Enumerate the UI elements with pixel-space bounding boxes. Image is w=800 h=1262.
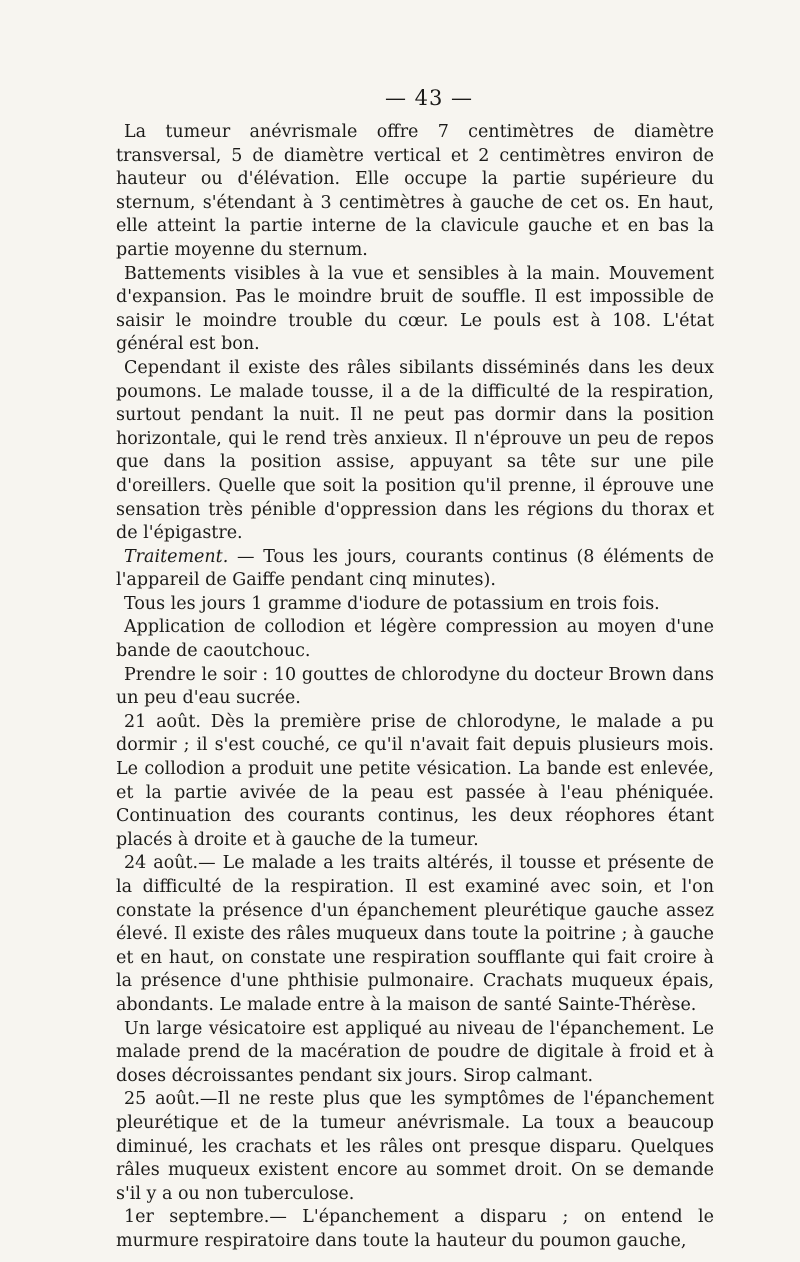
paragraph-pulse: Battements visibles à la vue et sensibles à la main. Mouvement d'expansion. Pas le moindre bruit de souffle. Il est impossible de saisir le moindre trouble du cœur. Le pouls est à 108. L'état général est bon. bbox=[116, 263, 714, 355]
treatment-label: Traitement. bbox=[124, 546, 229, 567]
paragraph-aug-24: 24 août.— Le malade a les traits altérés, il tousse et présente de la difficulté de la respiration. Il est examiné avec soin, et l'on constate la présence d'un épanchement pleurétique gauche assez élevé. Il existe des râles muqueux dans toute la poitrine ; à gauche et en haut, on constate une respiration soufflante qui fait croire à la présence d'une phthisie pulmonaire. Crachats muqueux épais, abondants. Le malade entre à la maison de santé Sainte-Thérèse. bbox=[116, 853, 714, 1015]
paragraph-sep-1: 1er septembre.— L'épanchement a disparu ; on entend le murmure respiratoire dans toute la hauteur du poumon gauche, bbox=[116, 1207, 714, 1251]
body-text bbox=[116, 121, 714, 1254]
paragraph-collodion: Application de collodion et légère compression au moyen d'une bande de caoutchouc. bbox=[116, 617, 714, 662]
paragraph-respiration: Cependant il existe des râles sibilants disséminés dans les deux poumons. Le malade tousse, il a de la difficulté de la respiration, surtout pendant la nuit. Il ne peut pas dormir dans la position horizontale, qui le rend très anxieux. Il n'éprouve un peu de repos que dans la position assise, appuyant sa tête sur une pile d'oreillers. Quelle que soit la position qu'il prenne, il éprouve une sensation très pénible d'oppression dans les régions du thorax et de l'épigastre. bbox=[116, 357, 714, 544]
paragraph-aug-21: 21 août. Dès la première prise de chlorodyne, le malade a pu dormir ; il s'est couché, ce qu'il n'avait fait depuis plusieurs mois. Le collodion a produit une petite vésication. La bande est enlevée, et la partie avivée de la peau est passée à l'eau phéniquée. Continuation des courants continus, les deux réophores étant placés à droite et à gauche de la tumeur. bbox=[116, 711, 714, 850]
paragraph-chlorodyne: Prendre le soir : 10 gouttes de chlorodyne du docteur Brown dans un peu d'eau sucrée. bbox=[116, 664, 714, 709]
paragraph-tumor-description: La tumeur anévrismale offre 7 centimètres de diamètre transversal, 5 de diamètre vertical et 2 centimètres environ de hauteur ou d'élévation. Elle occupe la partie supérieure du sternum, s'étendant à 3 centimètres à gauche de cet os. En haut, elle atteint la partie interne de la clavicule gauche et en bas la partie moyenne du sternum. bbox=[116, 122, 714, 260]
paragraph-iodide: Tous les jours 1 gramme d'iodure de potassium en trois fois. bbox=[124, 593, 660, 614]
paragraph-aug-25: 25 août.—Il ne reste plus que les symptômes de l'épanchement pleurétique et de la tumeur anévrismale. La toux a beaucoup diminué, les crachats et les râles ont presque disparu. Quelques râles muqueux existent encore au sommet droit. On se demande s'il y a ou non tuberculose. bbox=[116, 1089, 714, 1204]
paragraph-vesicatory: Un large vésicatoire est appliqué au niveau de l'épanchement. Le malade prend de la macération de poudre de digitale à froid et à doses décroissantes pendant six jours. Sirop calmant. bbox=[116, 1018, 714, 1086]
page-number: — 43 — bbox=[384, 86, 474, 110]
paragraph-treatment: Traitement. — Tous les jours, courants continus (8 éléments de l'appareil de Gaiffe pendant cinq minutes). bbox=[116, 546, 714, 591]
